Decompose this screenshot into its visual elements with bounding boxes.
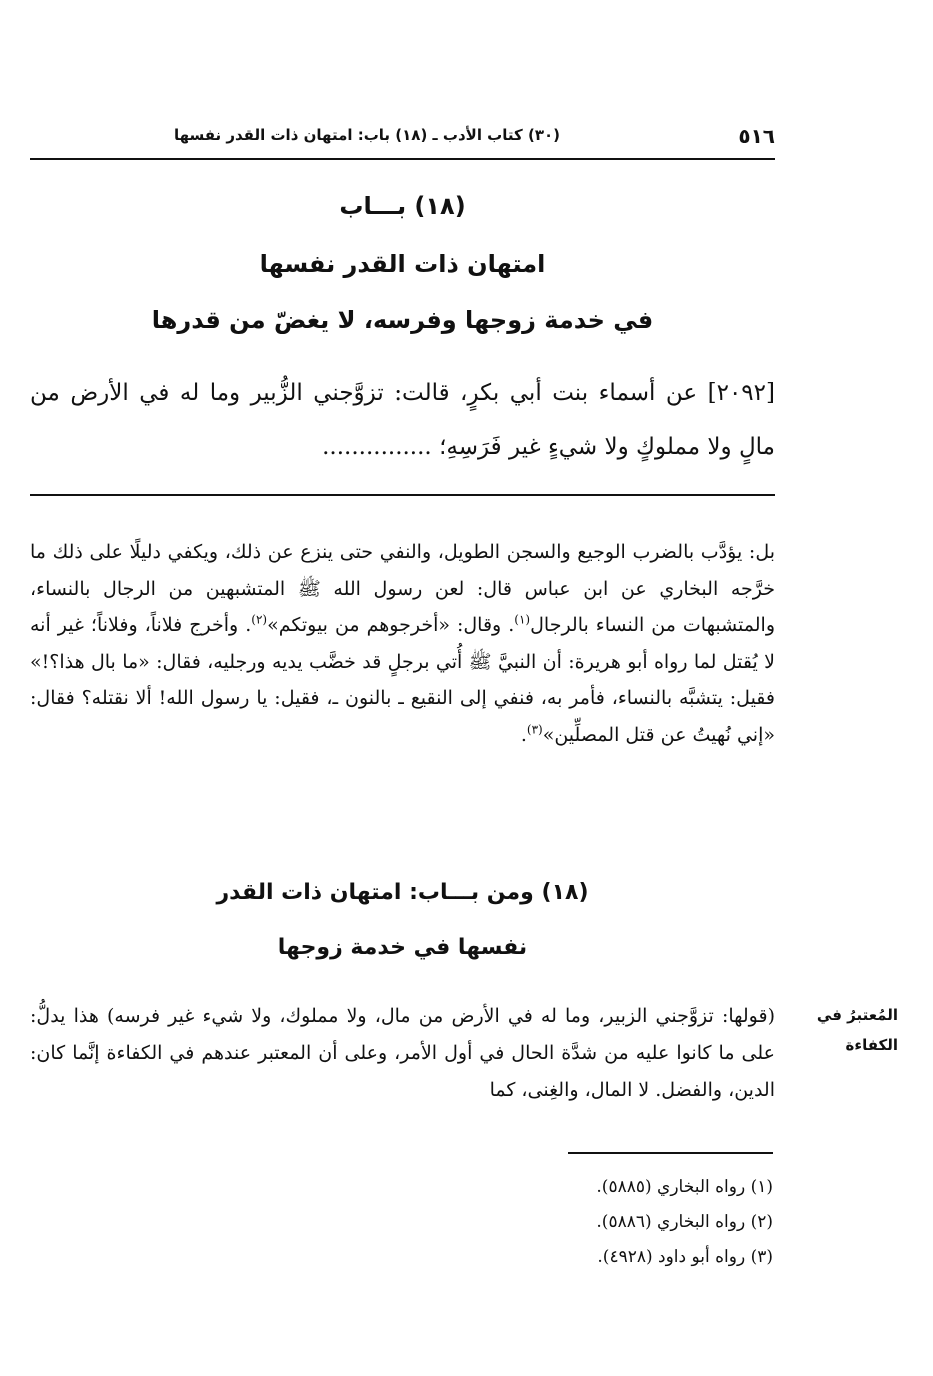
footnote-ref-2[interactable]: (٢) — [251, 612, 268, 627]
margin-note-line-1: المُعتبرُ في — [816, 1006, 898, 1024]
sub-heading-line-1: (١٨) ومن بـــاب: امتهان ذات القدر — [216, 880, 589, 905]
margin-note — [788, 1000, 898, 1060]
sub-heading-line-2: نفسها في خدمة زوجها — [277, 935, 528, 960]
footnote-ref-3[interactable]: (٣) — [526, 722, 543, 737]
commentary-text-c: . وأخرج فلاناً، وفلاناً؛ غير أنه لا يُقتل لما رواه أبو هريرة: أن النبيَّ ﷺ أُتي برجلٍ قد خضَّب يديه ورجليه، فقال: «ما بال هذا؟!» فقيل: يتشبَّه بالنساء، فأمر به، فنفي إلى النقيع ـ بالنون ـ، فقيل: يا رسول الله! ألا نقتله؟ فقال: «إني نُهيتُ عن قتل المصلِّين» — [30, 614, 775, 746]
running-head — [30, 118, 775, 160]
footnote-3: (٣) رواه أبو داود (٤٩٢٨). — [597, 1247, 773, 1267]
hadith-text — [30, 366, 775, 474]
commentary-text-a: بل: يؤدَّب بالضرب الوجيع والسجن الطويل، والنفي حتى ينزع عن ذلك، ويكفي دليلًا على ذلك ما خرَّجه البخاري عن ابن عباس قال: لعن رسول الله ﷺ المتشبهين من الرجال بالنساء، والمتشبهات من النساء بالرجال — [30, 541, 775, 636]
footnote-1: (١) رواه البخاري (٥٨٨٥). — [596, 1177, 773, 1197]
commentary-text-end: . — [520, 723, 527, 746]
margin-note-line-2: الكفاءة — [845, 1036, 898, 1054]
chapter-heading: (١٨) بـــاب — [339, 192, 466, 220]
chapter-subtitle: في خدمة زوجها وفرسه، لا يغضّ من قدرها — [151, 306, 654, 334]
footnote-ref-1[interactable]: (١) — [514, 612, 531, 627]
footnote-2: (٢) رواه البخاري (٥٨٨٦). — [596, 1212, 773, 1232]
section-divider — [30, 494, 775, 496]
hadith-ellipsis: ............... — [322, 434, 432, 460]
hadith-body: [٢٠٩٢] عن أسماء بنت أبي بكرٍ، قالت: تزوَّجني الزُّبير وما له في الأرض من مالٍ ولا مملوكٍ ولا شيءٍ غير فَرَسِهِ؛ — [30, 380, 775, 460]
commentary-paragraph — [30, 534, 775, 753]
footnote-divider — [568, 1152, 773, 1154]
commentary-text-b: . وقال: «أخرجوهم من بيوتكم» — [267, 614, 515, 636]
running-title: (٣٠) كتاب الأدب ـ (١٨) باب: امتهان ذات القدر نفسها — [173, 126, 560, 144]
footnotes — [353, 1170, 773, 1275]
commentary-paragraph-2: (قولها: تزوَّجني الزبير، وما له في الأرض من مال، ولا مملوك، ولا شيء غير فرسه) هذا يدلُّ: على ما كانوا عليه من شدَّة الحال في أول الأمر، وعلى أن المعتبر عندهم في الكفاءة إنَّما كان: الدين، والفضل. لا المال، والغِنى، كما — [30, 1005, 775, 1101]
chapter-title: امتهان ذات القدر نفسها — [259, 250, 546, 278]
page-number: ٥١٦ — [738, 124, 775, 148]
